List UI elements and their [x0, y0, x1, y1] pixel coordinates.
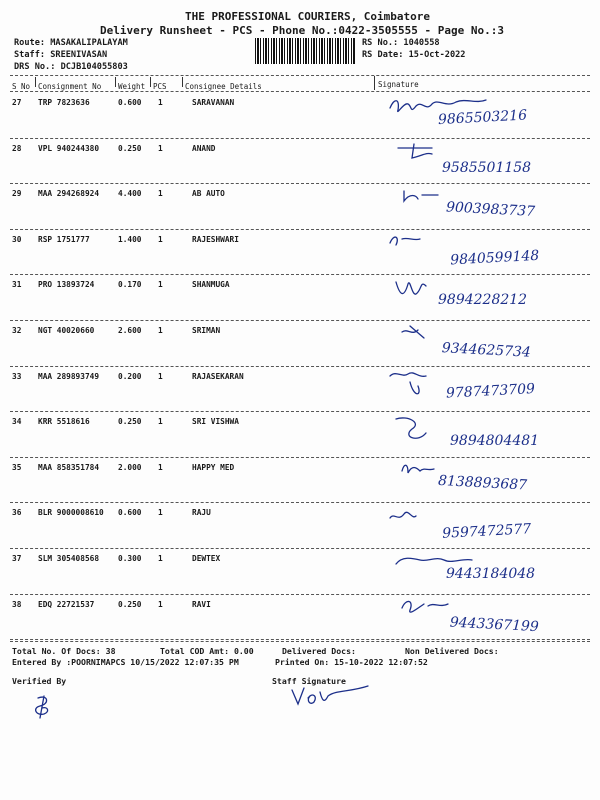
- signature-phone-number: 8138893687: [437, 472, 528, 494]
- staff-signature-mark: [288, 682, 378, 712]
- cell-sno: 27: [12, 98, 22, 107]
- cell-pcs: 1: [158, 234, 163, 244]
- cell-sno: 31: [12, 280, 22, 290]
- recipient-signature: [378, 502, 588, 546]
- entered-by: Entered By :POORNIMAPCS 10/15/2022 12:07:35 PM: [12, 657, 239, 667]
- rs-date: RS Date: 15-Oct-2022: [362, 50, 466, 60]
- signature-phone-number: 9344625734: [441, 340, 532, 361]
- col-consignment: Consignment No: [38, 82, 102, 91]
- cell-pcs: 1: [158, 189, 163, 199]
- verified-signature-mark: [30, 692, 60, 722]
- signature-phone-number: 9865503216: [437, 107, 528, 129]
- cell-consignee: RAJASEKARAN: [192, 371, 244, 381]
- cell-weight: 2.000: [118, 462, 142, 472]
- recipient-signature: [378, 92, 588, 136]
- cell-pcs: 1: [158, 326, 163, 335]
- signature-phone-number: 9840599148: [449, 247, 540, 269]
- cell-sno: 37: [12, 554, 22, 563]
- cell-consignee: HAPPY MED: [192, 462, 235, 472]
- recipient-signature: [378, 548, 588, 592]
- cell-consignment: BLR 9000008610: [38, 508, 104, 518]
- signature-phone-number: 9894804481: [450, 433, 540, 450]
- cell-consignee: DEWTEX: [192, 554, 221, 563]
- cell-pcs: 1: [158, 98, 163, 107]
- printed-on: Printed On: 15-10-2022 12:07:52: [275, 657, 428, 667]
- staff-label: Staff: SREENIVASAN: [14, 50, 108, 60]
- company-title: THE PROFESSIONAL COURIERS, Coimbatore: [185, 10, 431, 23]
- cell-consignee: SHANMUGA: [192, 280, 230, 290]
- total-cod: Total COD Amt: 0.00: [160, 646, 254, 656]
- col-sno: S No: [12, 82, 31, 91]
- cell-consignee: ANAND: [192, 143, 216, 153]
- cell-consignee: SARAVANAN: [192, 98, 235, 107]
- cell-weight: 1.400: [118, 234, 142, 244]
- cell-sno: 34: [12, 417, 22, 427]
- cell-weight: 0.600: [118, 508, 142, 518]
- recipient-signature: [378, 594, 588, 638]
- cell-weight: 0.200: [118, 371, 142, 381]
- cell-sno: 35: [12, 462, 22, 472]
- col-pcs: PCS: [153, 82, 167, 91]
- drs-number: DRS No.: DCJB104055803: [14, 62, 128, 72]
- col-divider: [374, 76, 375, 90]
- signature-phone-number: 9003983737: [445, 199, 536, 221]
- cell-consignee: SRIMAN: [192, 326, 221, 335]
- recipient-signature: [378, 320, 588, 364]
- verified-by-label: Verified By: [12, 676, 67, 686]
- cell-consignment: MAA 289893749: [38, 371, 100, 381]
- recipient-signature: [378, 229, 588, 273]
- cell-pcs: 1: [158, 599, 163, 609]
- col-consignee: Consignee Details: [185, 82, 262, 91]
- delivered-docs: Delivered Docs:: [282, 646, 356, 656]
- cell-pcs: 1: [158, 143, 163, 153]
- cell-weight: 0.250: [118, 599, 142, 609]
- cell-consignment: PRO 13893724: [38, 280, 95, 290]
- recipient-signature: [378, 138, 588, 182]
- cell-weight: 0.170: [118, 280, 142, 290]
- cell-pcs: 1: [158, 371, 163, 381]
- cell-pcs: 1: [158, 508, 163, 518]
- staff-signature-label: Staff Signature: [272, 676, 346, 686]
- col-signature: Signature: [378, 80, 419, 89]
- signature-phone-number: 9443184048: [446, 566, 536, 582]
- cell-weight: 4.400: [118, 189, 142, 199]
- cell-sno: 32: [12, 326, 22, 335]
- cell-consignee: AB AUTO: [192, 189, 225, 199]
- cell-consignment: VPL 940244380: [38, 143, 100, 153]
- cell-pcs: 1: [158, 280, 163, 290]
- cell-consignment: KRR 5518616: [38, 417, 90, 427]
- cell-weight: 0.600: [118, 98, 142, 107]
- cell-sno: 38: [12, 599, 22, 609]
- cell-sno: 29: [12, 189, 22, 199]
- cell-weight: 0.250: [118, 143, 142, 153]
- cell-sno: 33: [12, 371, 22, 381]
- route-label: Route: MASAKALIPALAYAM: [14, 38, 128, 48]
- cell-pcs: 1: [158, 417, 163, 427]
- col-divider: [115, 77, 116, 87]
- cell-weight: 0.250: [118, 417, 142, 427]
- col-divider: [35, 77, 36, 87]
- cell-consignment: RSP 1751777: [38, 234, 90, 244]
- signature-phone-number: 9787473709: [445, 380, 536, 402]
- cell-weight: 0.300: [118, 554, 142, 563]
- col-divider: [150, 77, 151, 87]
- cell-consignment: SLM 305408568: [38, 554, 100, 563]
- cell-consignment: MAA 858351784: [38, 462, 100, 472]
- recipient-signature: [378, 366, 588, 410]
- col-weight: Weight: [118, 82, 146, 91]
- recipient-signature: [378, 183, 588, 227]
- signature-phone-number: 9894228212: [438, 292, 528, 309]
- barcode-image: [255, 38, 355, 64]
- rs-number: RS No.: 1040558: [362, 38, 440, 48]
- cell-consignment: NGT 40020660: [38, 326, 95, 335]
- total-docs: Total No. Of Docs: 38: [12, 646, 116, 656]
- cell-sno: 36: [12, 508, 22, 518]
- runsheet-subtitle: Delivery Runsheet - PCS - Phone No.:0422-3505555 - Page No.:3: [100, 24, 504, 37]
- cell-pcs: 1: [158, 462, 163, 472]
- cell-weight: 2.600: [118, 326, 142, 335]
- cell-consignment: TRP 7823636: [38, 98, 90, 107]
- cell-sno: 28: [12, 143, 22, 153]
- cell-consignee: RAJU: [192, 508, 211, 518]
- recipient-signature: [378, 457, 588, 501]
- non-delivered-docs: Non Delivered Docs:: [405, 646, 499, 656]
- cell-consignee: RAJESHWARI: [192, 234, 239, 244]
- cell-pcs: 1: [158, 554, 163, 563]
- recipient-signature: [378, 274, 588, 318]
- signature-phone-number: 9597472577: [441, 521, 532, 543]
- footer-divider: [10, 641, 590, 642]
- cell-consignee: RAVI: [192, 599, 211, 609]
- cell-consignment: EDQ 22721537: [38, 599, 95, 609]
- cell-sno: 30: [12, 234, 22, 244]
- header-divider-top: [10, 75, 590, 76]
- recipient-signature: [378, 411, 588, 455]
- signature-phone-number: 9585501158: [442, 159, 532, 176]
- cell-consignee: SRI VISHWA: [192, 417, 239, 427]
- cell-consignment: MAA 294268924: [38, 189, 100, 199]
- col-divider: [182, 77, 183, 87]
- signature-phone-number: 9443367199: [449, 614, 540, 635]
